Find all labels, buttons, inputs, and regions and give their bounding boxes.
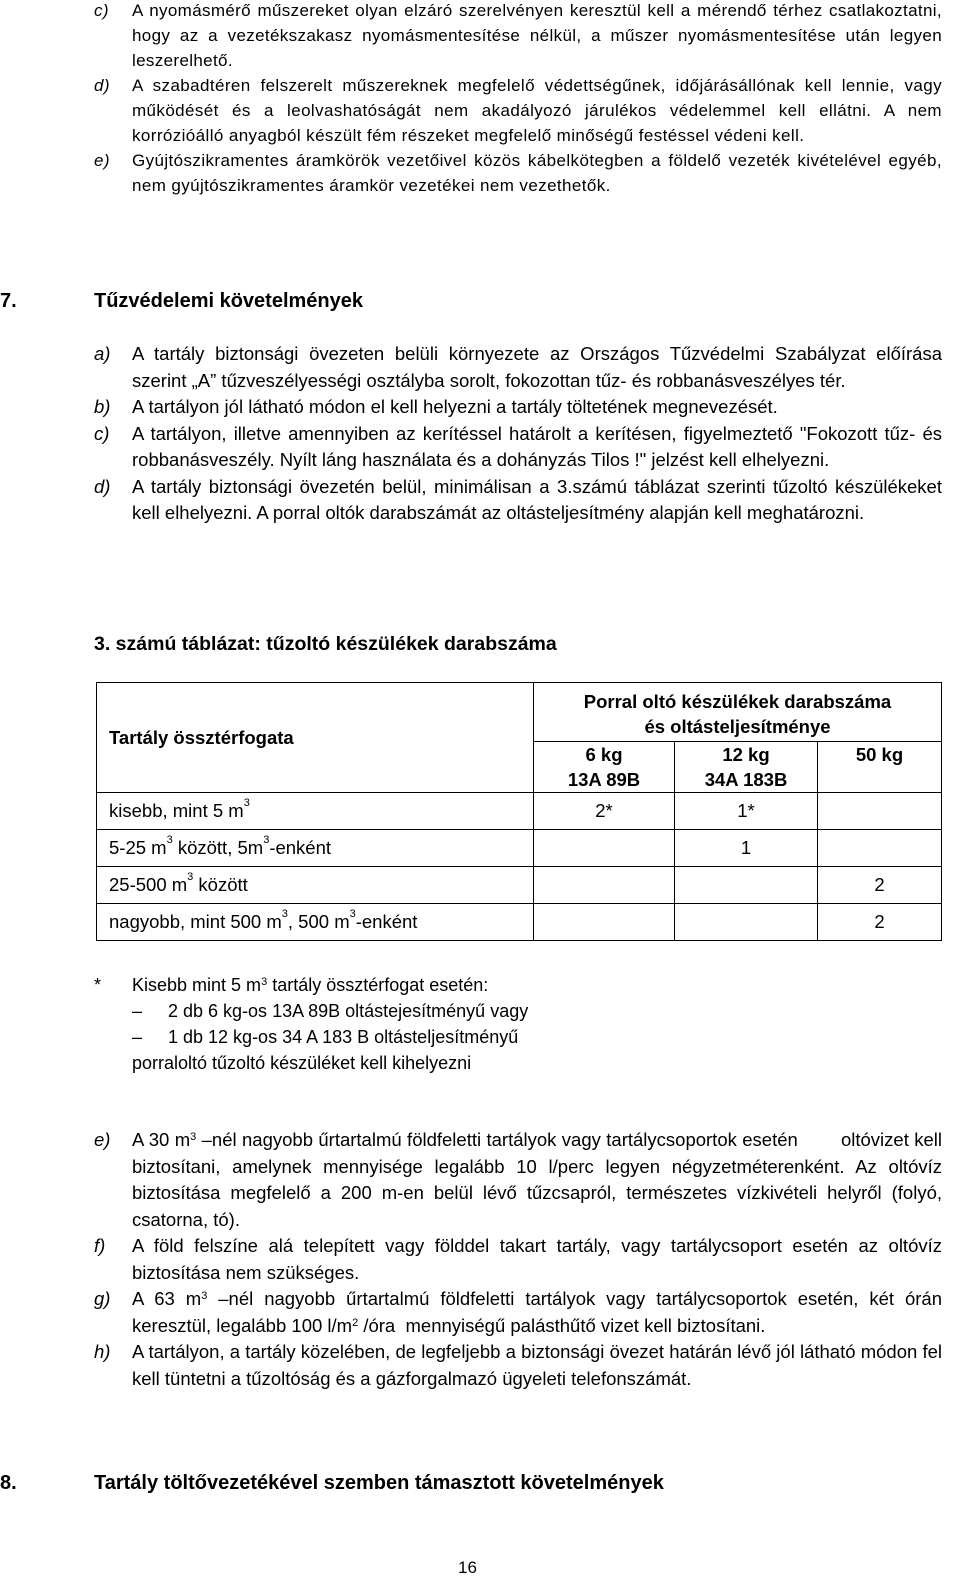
- list-item-d: [94, 474, 942, 527]
- row-label: 25-500 $m^3$ között: [97, 867, 534, 904]
- footnote-text: tartály össztérfogat esetén:: [267, 975, 489, 995]
- list-item-text: A tartályon, illetve amennyiben az kerítéssel határolt a kerítésen, figyelmeztető "Fokozott tűz- és robbanásveszély. Nyílt láng használata és a dohányzás Tilos !" jelzést kell elhelyezni.: [132, 422, 942, 470]
- list-item-text: A szabadtéren felszerelt műszereknek megfelelő védettségűnek, időjárásállónak kell lennie, vagy működését és a leolvashatóságát nem akadályozó járulékos védelemmel kell ellátni. A nem korrózióálló anyagból készült fém részeket megfelelő minőségű festéssel védeni kell.: [132, 76, 942, 145]
- extinguisher-table: [96, 682, 942, 941]
- row-label: nagyobb, mint 500 $m^3$, 500 $m^3$-enként: [97, 904, 534, 941]
- row-label: kisebb, mint 5 $m^3$: [97, 793, 534, 830]
- section-number: 7.: [0, 290, 17, 312]
- list-item-text: A tartály biztonsági övezeten belüli környezete az Országos Tűzvédelmi Szabályzat előírása szerint „A” tűzveszélyességi osztályba sorolt, fokozottan tűz- és robbanásveszélyes tér.: [132, 343, 942, 391]
- section-title: Tartály töltővezetékével szemben támasztott követelmények: [94, 1472, 664, 1494]
- cell-12kg: 1*: [675, 793, 818, 830]
- list-item-text: A 63 $m^3$ –nél nagyobb űrtartalmú földfeletti tartályok vagy tartálycsoportok esetén, két órán keresztül, legalább 100 $l/m^2$ /óra mennyiségű palásthűtő vizet kell biztosítani.: [132, 1288, 948, 1336]
- column-header-12kg: [675, 742, 818, 793]
- cell-12kg: [675, 904, 818, 941]
- table-row: [97, 867, 942, 904]
- list-item-text: Gyújtószikramentes áramkörök vezetőivel közös kábelkötegben a földelő vezeték kivételével egyéb, nem gyújtószikramentes áramkör vezetékei nem vezethetők.: [132, 151, 942, 195]
- list-letter: g): [94, 1288, 111, 1309]
- list-item-text: A tartályon, a tartály közelében, de legfeljebb a biztonsági övezet határán lévő jól látható módon fel kell tüntetni a tűzoltóság és a gázforgalmazó ügyeleti telefonszámát.: [132, 1341, 942, 1389]
- footnote-sup: 3: [261, 976, 268, 988]
- group-header-line2: és oltásteljesítménye: [644, 716, 831, 737]
- list-letter: h): [94, 1341, 111, 1362]
- footnote-dash-text: 2 db 6 kg-os 13A 89B oltástejesítményű vagy: [168, 1001, 529, 1021]
- list-item-g: [94, 1286, 948, 1339]
- dash-icon: –: [132, 1001, 143, 1021]
- list-item-c: [94, 421, 942, 474]
- list-item-e: [94, 1127, 948, 1233]
- row-label: 5-25 $m^3$ között, $5m^3$-enként: [97, 830, 534, 867]
- list-item-text: A tartályon jól látható módon el kell helyezni a tartály töltetének megnevezését.: [132, 396, 778, 417]
- section-title: Tűzvédelemi követelmények: [94, 290, 364, 312]
- table-header-row: [97, 683, 942, 742]
- list-letter: c): [94, 1, 109, 20]
- footnote-line: [94, 972, 694, 998]
- list-letter: d): [94, 76, 110, 95]
- table-row: [97, 830, 942, 867]
- section-8-heading: [0, 1472, 900, 1500]
- cell-50kg: [818, 793, 942, 830]
- cell-50kg: 2: [818, 867, 942, 904]
- subheader-kg: 12 kg: [722, 744, 770, 765]
- page-number: 16: [458, 1558, 477, 1577]
- list-item-text: A nyomásmérő műszereket olyan elzáró szerelvényen keresztül kell a mérendő térhez csatlakoztatni, hogy az a vezetékszakasz nyomásmentesítése nélkül, a műszer nyomásmentesítése után legyen leszerelhető.: [132, 1, 942, 70]
- list-item-text: A 30 $m^3$ –nél nagyobb űrtartalmú földfeletti tartályok vagy tartálycsoportok esetén oltóvizet kell biztosítani, amelynek mennyisége legalább 10 l/perc legyen négyzetméterenként. Az oltóvíz biztosítása megfelelő a 200 m-en belül lévő tűzcsapról, természetes vízkivételi helyről (folyó, csatorna, tó).: [132, 1129, 948, 1230]
- footnote-line: [94, 1050, 694, 1076]
- cell-12kg: 1: [675, 830, 818, 867]
- table-footnote: [94, 972, 694, 1076]
- list-fire-requirements: [94, 341, 942, 527]
- list-item-h: [94, 1339, 942, 1392]
- subheader-kg: 6 kg: [585, 744, 623, 765]
- footnote-text: porraloltó tűzoltó készüléket kell kihelyezni: [132, 1053, 472, 1073]
- list-item-text: A föld felszíne alá telepített vagy földdel takart tartály, vagy tartálycsoport esetén az oltóvíz biztosítása nem szükséges.: [132, 1235, 942, 1283]
- section-7-heading: [0, 290, 694, 316]
- list-letter: d): [94, 475, 111, 497]
- group-header-line1: Porral oltó készülékek darabszáma: [583, 691, 892, 712]
- subheader-kg: 50 kg: [855, 744, 904, 765]
- cell-6kg: [534, 904, 675, 941]
- footnote-star: *: [94, 975, 102, 995]
- list-top: [94, 0, 942, 198]
- list-letter: a): [94, 343, 111, 364]
- list-letter: e): [94, 151, 110, 170]
- list-letter: b): [94, 396, 111, 417]
- footnote-dash-line: [94, 1024, 694, 1050]
- list-item-a: [94, 341, 942, 394]
- table-row: [97, 793, 942, 830]
- list-item-f: [94, 1233, 942, 1286]
- column-header-50kg: [818, 742, 942, 793]
- section-number: 8.: [0, 1472, 17, 1494]
- cell-50kg: 2: [818, 904, 942, 941]
- list-letter: e): [94, 1129, 111, 1150]
- footnote-dash-text: 1 db 12 kg-os 34 A 183 B oltásteljesítményű: [168, 1027, 519, 1047]
- column-group-header: [534, 683, 942, 742]
- column-header-volume: Tartály össztérfogata: [97, 683, 534, 793]
- list-item-d: [94, 73, 942, 148]
- table-title: 3. számú táblázat: tűzoltó készülékek darabszáma: [94, 633, 557, 655]
- cell-6kg: [534, 830, 675, 867]
- table-row: [97, 904, 942, 941]
- subheader-class: 34A 183B: [704, 769, 788, 790]
- cell-50kg: [818, 830, 942, 867]
- list-letter: c): [94, 422, 110, 444]
- list-letter: f): [94, 1235, 106, 1256]
- list-item-e: [94, 148, 942, 198]
- cell-12kg: [675, 867, 818, 904]
- list-bottom: [94, 1127, 948, 1392]
- dash-icon: –: [132, 1027, 143, 1047]
- list-item-b: [94, 394, 942, 421]
- footnote-dash-line: [94, 998, 694, 1024]
- list-item-text: A tartály biztonsági övezetén belül, minimálisan a 3.számú táblázat szerinti tűzoltó készülékeket kell elhelyezni. A porral oltók darabszámát az oltásteljesítmény alapján kell meghatározni.: [132, 475, 942, 523]
- list-item-c: [94, 0, 942, 73]
- subheader-class: 13A 89B: [567, 769, 641, 790]
- cell-6kg: [534, 867, 675, 904]
- cell-6kg: 2*: [534, 793, 675, 830]
- footnote-text: Kisebb mint 5 m: [132, 975, 262, 995]
- column-header-6kg: [534, 742, 675, 793]
